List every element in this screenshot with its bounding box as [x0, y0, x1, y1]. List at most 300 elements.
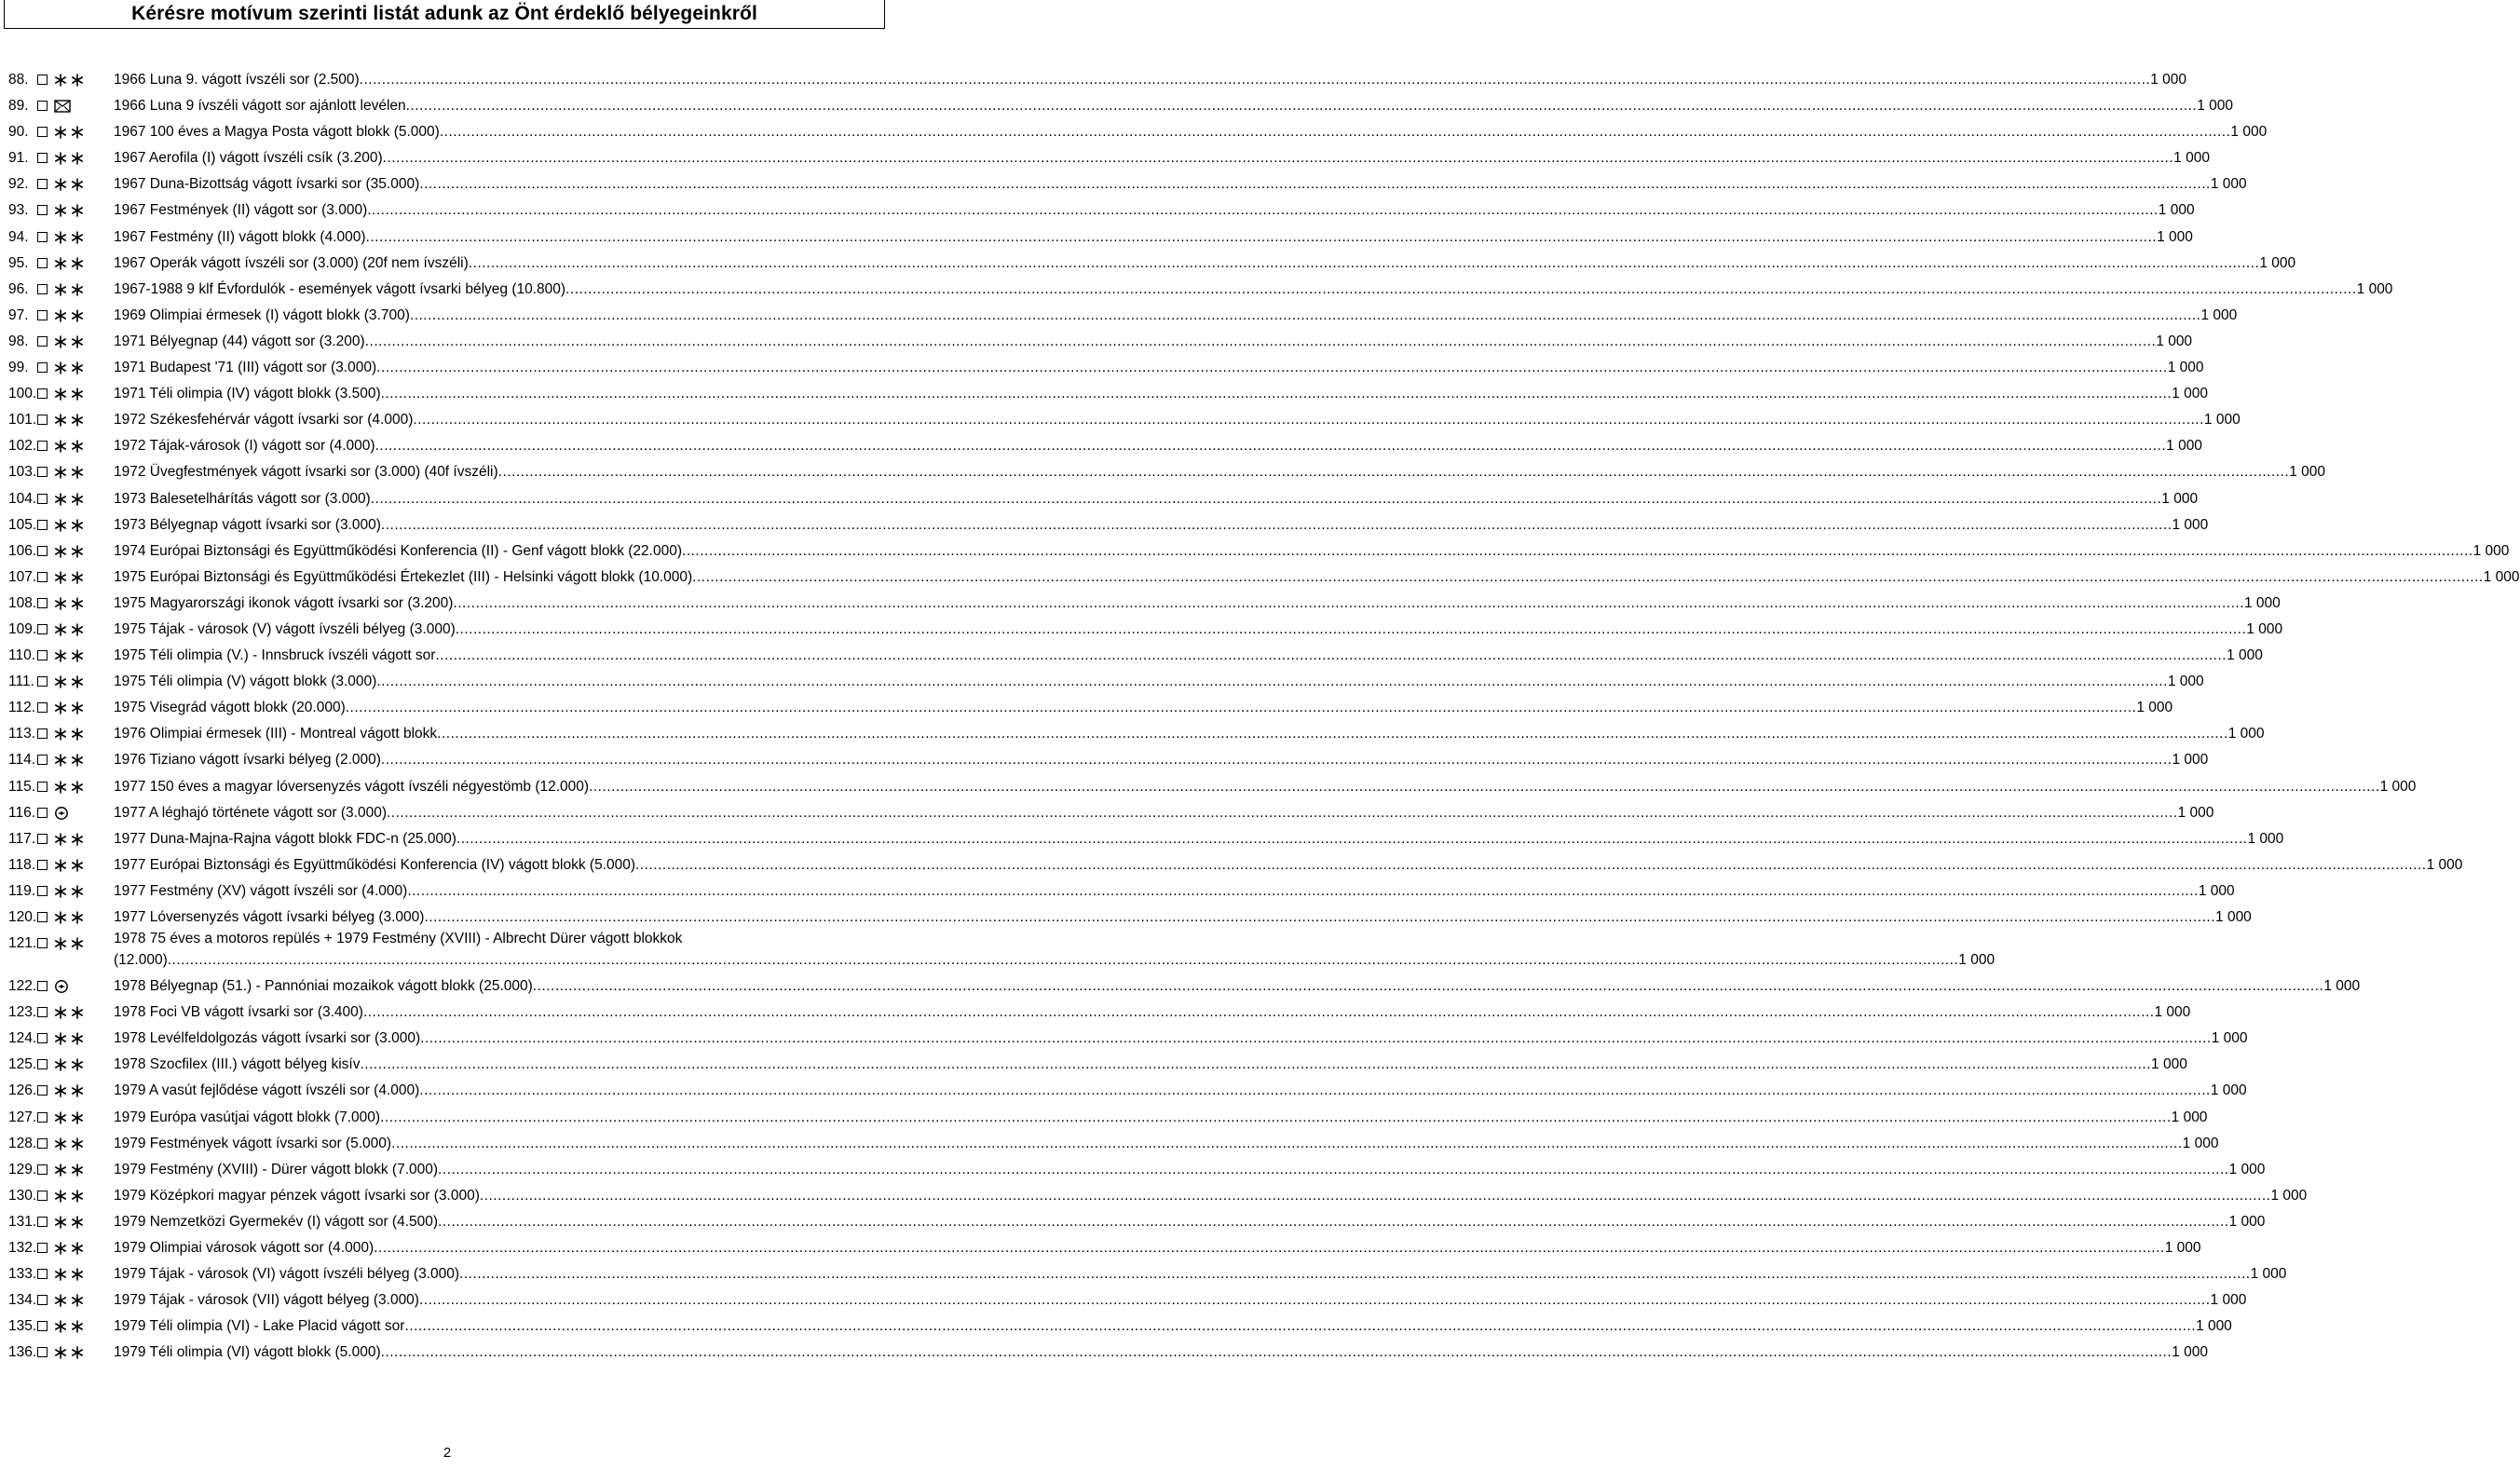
item-number: 118. [8, 856, 36, 873]
order-checkbox[interactable] [37, 834, 48, 844]
item-entry [114, 459, 2326, 485]
list-item [0, 695, 2173, 721]
dot-leader: ................................................................................................................................................................................................................................................................................................................................................................................................................ [692, 568, 2484, 585]
order-checkbox[interactable] [37, 336, 48, 347]
item-price: 1 000 [2136, 700, 2173, 716]
mint-stars-icon [52, 408, 89, 432]
order-checkbox[interactable] [37, 624, 48, 634]
item-entry [114, 171, 2247, 197]
dot-leader: ................................................................................................................................................................................................................................................................................................................................................................................................................ [374, 1240, 2165, 1257]
list-item [0, 565, 2520, 591]
item-entry [114, 225, 2193, 251]
item-number: 108. [8, 594, 37, 611]
item-price: 1 000 [2172, 752, 2209, 769]
item-title: 1978 Foci VB vágott ívsarki sor (3.400) [114, 1004, 363, 1021]
item-price: 1 000 [2200, 306, 2238, 323]
item-price: 1 000 [2426, 856, 2463, 873]
item-entry [114, 251, 2296, 277]
item-price: 1 000 [2228, 1161, 2266, 1177]
dot-leader: ................................................................................................................................................................................................................................................................................................................................................................................................................ [456, 830, 2248, 847]
mint-stars-icon [52, 1000, 89, 1025]
list-item [0, 617, 2283, 643]
mint-stars-icon [52, 539, 89, 564]
item-title: 1978 Levélfeldolgozás vágott ívsarki sor (3.000) [114, 1030, 421, 1047]
list-item [0, 277, 2393, 303]
dot-leader: ................................................................................................................................................................................................................................................................................................................................................................................................................ [453, 594, 2244, 611]
item-entry [114, 1183, 2308, 1209]
item-title: 1975 Téli olimpia (V) vágott blokk (3.000) [114, 674, 377, 690]
mint-stars-icon [52, 879, 89, 904]
item-title: 1966 Luna 9. vágott ívszéli sor (2.500) [114, 72, 360, 88]
item-entry [114, 565, 2520, 591]
item-title: 1979 Olimpiai városok vágott sor (4.000) [114, 1240, 375, 1257]
item-price: 1 000 [2198, 882, 2235, 899]
item-number: 116. [8, 804, 36, 821]
item-price: 1 000 [2228, 1213, 2266, 1230]
item-number: 95. [8, 254, 29, 271]
dot-leader: ................................................................................................................................................................................................................................................................................................................................................................................................................ [682, 542, 2473, 559]
item-entry [114, 1235, 2201, 1261]
item-price: 1 000 [2197, 98, 2234, 115]
item-price: 1 000 [2259, 254, 2296, 271]
dot-leader: ................................................................................................................................................................................................................................................................................................................................................................................................................ [589, 778, 2380, 795]
item-price: 1 000 [2250, 1266, 2287, 1283]
dot-leader: ................................................................................................................................................................................................................................................................................................................................................................................................................ [375, 438, 2167, 455]
dot-leader: ................................................................................................................................................................................................................................................................................................................................................................................................................ [359, 72, 2151, 88]
stamp-list [0, 67, 2520, 1367]
item-price: 1 000 [2483, 568, 2520, 585]
order-checkbox[interactable] [37, 1347, 48, 1357]
dot-leader: ................................................................................................................................................................................................................................................................................................................................................................................................................ [497, 464, 2290, 481]
list-item [0, 459, 2326, 485]
order-checkbox[interactable] [37, 415, 48, 425]
item-entry [114, 329, 2193, 355]
item-number: 91. [8, 150, 29, 167]
item-title: 1971 Budapest '71 (III) vágott sor (3.000) [114, 360, 377, 376]
item-price: 1 000 [2161, 490, 2199, 507]
item-title: 1978 Szocfilex (III.) vágott bélyeg kisív [114, 1056, 361, 1073]
item-entry [114, 591, 2281, 617]
list-item [0, 669, 2204, 695]
item-entry [114, 721, 2265, 747]
order-checkbox[interactable] [37, 572, 48, 582]
item-number: 88. [8, 72, 29, 88]
order-checkbox[interactable] [37, 1138, 48, 1149]
order-checkbox[interactable] [37, 1191, 48, 1201]
order-checkbox[interactable] [37, 179, 48, 189]
order-checkbox[interactable] [37, 598, 48, 608]
item-entry [114, 669, 2204, 695]
order-checkbox[interactable] [37, 981, 48, 991]
item-title: 1975 Tájak - városok (V) vágott ívszéli bélyeg (3.000) [114, 620, 456, 637]
mint-stars-icon [52, 460, 89, 484]
order-checkbox[interactable] [37, 546, 48, 556]
item-price: 1 000 [2167, 674, 2204, 690]
list-item [0, 171, 2247, 197]
order-checkbox[interactable] [37, 310, 48, 320]
mint-stars-icon [52, 592, 89, 616]
item-entry [114, 433, 2202, 459]
item-title: 1967 Duna-Bizottság vágott ívsarki sor (35.000) [114, 176, 420, 193]
order-checkbox[interactable] [37, 284, 48, 294]
list-item [0, 355, 2204, 381]
mint-stars-icon [52, 330, 89, 354]
dot-leader: ................................................................................................................................................................................................................................................................................................................................................................................................................ [345, 700, 2137, 716]
list-item [0, 1340, 2208, 1366]
item-number: 90. [8, 124, 29, 141]
list-item [0, 1313, 2232, 1340]
item-price: 1 000 [2172, 386, 2208, 402]
item-number: 99. [8, 360, 29, 376]
order-checkbox[interactable] [37, 1007, 48, 1017]
dot-leader: ................................................................................................................................................................................................................................................................................................................................................................................................................ [362, 1004, 2155, 1021]
mint-stars-icon [52, 68, 89, 92]
order-checkbox[interactable] [37, 650, 48, 660]
order-checkbox[interactable] [37, 1112, 48, 1123]
mint-stars-icon [52, 146, 89, 170]
item-entry [114, 355, 2204, 381]
mint-stars-icon [52, 748, 89, 772]
order-checkbox[interactable] [37, 127, 48, 137]
order-checkbox[interactable] [37, 388, 48, 399]
item-entry [114, 826, 2284, 852]
order-checkbox[interactable] [37, 467, 48, 477]
item-price: 1 000 [2211, 1030, 2248, 1047]
item-title: 1979 Tájak - városok (VI) vágott ívszéli bélyeg (3.000) [114, 1266, 460, 1283]
item-entry [114, 1157, 2266, 1183]
item-price: 1 000 [2196, 1318, 2232, 1335]
item-title: 1972 Székesfehérvár vágott ívsarki sor (4.000) [114, 412, 414, 429]
item-number: 93. [8, 202, 29, 219]
item-title: 1967 Festmény (II) vágott blokk (4.000) [114, 228, 366, 245]
item-entry [114, 878, 2235, 905]
item-price: 1 000 [2151, 1056, 2187, 1073]
item-number: 114. [8, 752, 36, 769]
item-number: 97. [8, 306, 29, 323]
dot-leader: ................................................................................................................................................................................................................................................................................................................................................................................................................ [468, 254, 2260, 271]
mint-stars-icon [52, 1288, 89, 1313]
mint-stars-icon [52, 827, 89, 851]
item-number: 104. [8, 490, 37, 507]
item-number: 98. [8, 333, 29, 349]
item-price: 1 000 [2154, 1004, 2191, 1021]
item-title: 1979 Nemzetközi Gyermekév (I) vágott sor (4.500) [114, 1213, 439, 1230]
item-title: 1973 Bélyegnap vágott ívsarki sor (3.000) [114, 516, 381, 533]
list-item [0, 251, 2296, 277]
item-price: 1 000 [2156, 333, 2193, 349]
list-item [0, 225, 2193, 251]
item-number: 94. [8, 228, 29, 245]
item-price: 1 000 [2210, 1082, 2247, 1099]
item-price: 1 000 [2177, 804, 2214, 821]
list-item [0, 93, 2234, 119]
dot-leader: ................................................................................................................................................................................................................................................................................................................................................................................................................ [635, 856, 2427, 873]
dot-leader: ................................................................................................................................................................................................................................................................................................................................................................................................................ [380, 1109, 2172, 1125]
item-number: 92. [8, 176, 29, 193]
item-price: 1 000 [2247, 830, 2284, 847]
item-entry [114, 119, 2268, 145]
item-entry [114, 1105, 2208, 1131]
dot-leader: ................................................................................................................................................................................................................................................................................................................................................................................................................ [376, 360, 2168, 376]
list-item [0, 800, 2214, 826]
mint-stars-icon [52, 696, 89, 720]
list-item [0, 905, 2252, 931]
mint-stars-icon [52, 1158, 89, 1182]
order-checkbox[interactable] [37, 860, 48, 870]
item-number: 131. [8, 1213, 37, 1230]
list-item [0, 878, 2235, 905]
item-title: 1977 A léghajó története vágott sor (3.000) [114, 804, 387, 821]
item-number: 129. [8, 1161, 37, 1177]
item-title: 1971 Bélyegnap (44) vágott sor (3.200) [114, 333, 365, 349]
order-checkbox[interactable] [37, 1243, 48, 1253]
item-number: 89. [8, 98, 29, 115]
item-title: 1972 Üvegfestmények vágott ívsarki sor (3.000) (40f ívszéli) [114, 464, 498, 481]
dot-leader: ................................................................................................................................................................................................................................................................................................................................................................................................................ [459, 1266, 2251, 1283]
dot-leader: ................................................................................................................................................................................................................................................................................................................................................................................................................ [405, 98, 2198, 115]
item-price: 1 000 [1958, 952, 1996, 969]
item-title: 1967 Aerofila (I) vágott ívszéli csík (3.200) [114, 150, 383, 167]
item-number: 124. [8, 1030, 37, 1047]
mint-stars-icon [52, 304, 89, 328]
mint-stars-icon [52, 1106, 89, 1130]
list-item [0, 303, 2238, 329]
order-checkbox[interactable] [37, 101, 48, 111]
item-price: 1 000 [2172, 516, 2209, 533]
item-entry [114, 852, 2463, 878]
dot-leader: ................................................................................................................................................................................................................................................................................................................................................................................................................ [455, 620, 2247, 637]
dot-leader: ................................................................................................................................................................................................................................................................................................................................................................................................................ [380, 386, 2173, 402]
order-checkbox[interactable] [37, 782, 48, 792]
item-price: 1 000 [2230, 124, 2268, 141]
mint-stars-icon [52, 722, 89, 746]
order-checkbox[interactable] [37, 205, 48, 215]
order-checkbox[interactable] [37, 755, 48, 765]
item-entry [114, 931, 1996, 973]
item-entry [114, 1078, 2247, 1104]
list-item [0, 591, 2281, 617]
item-title: 1969 Olimpiai érmesek (I) vágott blokk (3.700) [114, 306, 410, 323]
order-checkbox[interactable] [37, 153, 48, 163]
mint-stars-icon [52, 1262, 89, 1286]
order-checkbox[interactable] [37, 702, 48, 713]
page-number: 2 [443, 1445, 452, 1461]
mint-stars-icon [52, 1341, 89, 1365]
item-entry [114, 538, 2510, 565]
item-title: 1979 Tájak - városok (VII) vágott bélyeg (3.000) [114, 1292, 419, 1309]
order-checkbox[interactable] [37, 75, 48, 85]
item-price: 1 000 [2356, 280, 2393, 297]
dot-leader: ................................................................................................................................................................................................................................................................................................................................................................................................................ [565, 280, 2357, 297]
list-item [0, 643, 2263, 669]
item-title: 1977 Duna-Majna-Rajna vágott blokk FDC-n (25.000) [114, 830, 456, 847]
list-item [0, 1078, 2247, 1104]
dot-leader: ................................................................................................................................................................................................................................................................................................................................................................................................................ [364, 333, 2157, 349]
item-number: 111. [8, 674, 34, 690]
item-number: 130. [8, 1187, 37, 1204]
item-price: 1 000 [2270, 1187, 2308, 1204]
item-entry [114, 747, 2209, 773]
item-entry [114, 973, 2361, 1000]
list-item [0, 1209, 2266, 1235]
item-number: 125. [8, 1056, 37, 1073]
item-title: 1979 Téli olimpia (VI) vágott blokk (5.000) [114, 1344, 381, 1361]
item-number: 112. [8, 700, 36, 716]
list-item [0, 1157, 2266, 1183]
mint-stars-icon [52, 932, 89, 956]
order-checkbox[interactable] [37, 808, 48, 818]
dot-leader: ................................................................................................................................................................................................................................................................................................................................................................................................................ [413, 412, 2204, 429]
mint-stars-icon [52, 1210, 89, 1234]
mint-stars-icon [52, 1079, 89, 1103]
list-item [0, 1131, 2219, 1157]
list-item [0, 538, 2510, 565]
item-price: 1 000 [2158, 202, 2195, 219]
list-item [0, 1235, 2201, 1261]
item-title: 1979 A vasút fejlődése vágott ívszéli sor (4.000) [114, 1082, 420, 1099]
dot-leader: ................................................................................................................................................................................................................................................................................................................................................................................................................ [387, 804, 2178, 821]
item-title: 1978 75 éves a motoros repülés + 1979 Festmény (XVIII) - Albrecht Dürer vágott blokkok [114, 931, 683, 947]
mint-stars-icon [52, 1027, 89, 1051]
item-number: 133. [8, 1266, 37, 1283]
item-price: 1 000 [2215, 909, 2252, 925]
item-entry [114, 1340, 2208, 1366]
order-checkbox[interactable] [37, 728, 48, 739]
mint-stars-icon [52, 1314, 89, 1339]
item-title: 1975 Európai Biztonsági és Együttműködési Értekezlet (III) - Helsinki vágott blokk (10.000) [114, 568, 693, 585]
item-entry [114, 303, 2238, 329]
list-item [0, 852, 2463, 878]
list-item [0, 119, 2268, 145]
mint-stars-icon [52, 618, 89, 642]
list-item [0, 1000, 2191, 1026]
item-entry [114, 800, 2214, 826]
item-entry [114, 93, 2234, 119]
list-item [0, 1183, 2308, 1209]
order-checkbox[interactable] [37, 1164, 48, 1175]
order-checkbox[interactable] [37, 886, 48, 896]
list-item [0, 721, 2265, 747]
item-price: 1 000 [2210, 176, 2247, 193]
mint-stars-icon [52, 487, 89, 511]
list-item [0, 774, 2417, 800]
item-title: 1972 Tájak-városok (I) vágott sor (4.000) [114, 438, 375, 455]
list-item [0, 381, 2208, 407]
dot-leader: ................................................................................................................................................................................................................................................................................................................................................................................................................ [439, 124, 2231, 141]
mint-stars-icon [52, 198, 89, 223]
order-checkbox[interactable] [37, 912, 48, 922]
order-checkbox[interactable] [37, 1321, 48, 1331]
list-item [0, 1105, 2208, 1131]
mint-stars-icon [52, 1184, 89, 1208]
order-checkbox[interactable] [37, 1085, 48, 1096]
dot-leader: ................................................................................................................................................................................................................................................................................................................................................................................................................ [367, 202, 2159, 219]
order-checkbox[interactable] [37, 520, 48, 530]
dot-leader: ................................................................................................................................................................................................................................................................................................................................................................................................................ [438, 1213, 2229, 1230]
dot-leader: ................................................................................................................................................................................................................................................................................................................................................................................................................ [418, 1292, 2211, 1309]
order-checkbox[interactable] [37, 938, 48, 948]
item-number: 103. [8, 464, 37, 481]
order-checkbox[interactable] [37, 676, 48, 687]
item-entry [114, 643, 2263, 669]
item-price: 1 000 [2210, 1292, 2247, 1309]
list-item [0, 197, 2195, 224]
list-item [0, 931, 1996, 973]
postmark-icon [52, 801, 89, 825]
item-number: 134. [8, 1292, 37, 1309]
item-title: 1975 Magyarországi ikonok vágott ívsarki sor (3.200) [114, 594, 454, 611]
item-price: 1 000 [2244, 594, 2281, 611]
item-entry [114, 1131, 2219, 1157]
item-price: 1 000 [2173, 150, 2210, 167]
mint-stars-icon [52, 644, 89, 668]
dot-leader: ................................................................................................................................................................................................................................................................................................................................................................................................................ [437, 726, 2228, 742]
item-entry [114, 1000, 2191, 1026]
item-title: 1979 Festmény (XVIII) - Dürer vágott blokk (7.000) [114, 1161, 439, 1177]
item-entry [114, 512, 2209, 538]
header-box [4, 0, 885, 29]
item-title: 1976 Olimpiai érmesek (III) - Montreal vágott blokk [114, 726, 438, 742]
dot-leader: ................................................................................................................................................................................................................................................................................................................................................................................................................ [419, 176, 2211, 193]
dot-leader: ................................................................................................................................................................................................................................................................................................................................................................................................................ [382, 150, 2174, 167]
item-title: 1978 Bélyegnap (51.) - Pannóniai mozaikok vágott blokk (25.000) [114, 978, 533, 995]
list-item [0, 329, 2193, 355]
item-number: 109. [8, 620, 37, 637]
order-checkbox[interactable] [37, 362, 48, 373]
dot-leader: ................................................................................................................................................................................................................................................................................................................................................................................................................ [424, 909, 2216, 925]
order-checkbox[interactable] [37, 1269, 48, 1279]
item-number: 119. [8, 882, 36, 899]
item-entry [114, 145, 2210, 171]
item-price: 1 000 [2203, 412, 2241, 429]
item-title: 1979 Középkori magyar pénzek vágott ívsarki sor (3.000) [114, 1187, 480, 1204]
order-checkbox[interactable] [37, 1295, 48, 1305]
item-price: 1 000 [2171, 1109, 2208, 1125]
dot-leader: ................................................................................................................................................................................................................................................................................................................................................................................................................ [438, 1161, 2229, 1177]
item-number: 100. [8, 386, 37, 402]
list-item [0, 67, 2187, 93]
item-entry [114, 1287, 2247, 1313]
item-price: 1 000 [2166, 438, 2202, 455]
order-checkbox[interactable] [37, 1059, 48, 1069]
item-entry [114, 67, 2187, 93]
item-price: 1 000 [2289, 464, 2326, 481]
dot-leader: ................................................................................................................................................................................................................................................................................................................................................................................................................ [391, 1135, 2183, 1151]
item-number: 128. [8, 1135, 37, 1151]
item-title: 1974 Európai Biztonsági és Együttműködési Konferencia (II) - Genf vágott blokk (22.000) [114, 542, 683, 559]
item-price: 1 000 [2227, 726, 2265, 742]
item-title: 1977 Lóversenyzés vágott ívsarki bélyeg (3.000) [114, 909, 425, 925]
item-entry [114, 1261, 2287, 1287]
envelope-icon [52, 94, 89, 118]
dot-leader: ................................................................................................................................................................................................................................................................................................................................................................................................................ [380, 1344, 2173, 1361]
mint-stars-icon [52, 565, 89, 590]
order-checkbox[interactable] [37, 258, 48, 268]
order-checkbox[interactable] [37, 441, 48, 451]
item-entry [114, 486, 2199, 512]
order-checkbox[interactable] [37, 1033, 48, 1043]
mint-stars-icon [52, 252, 89, 276]
list-item [0, 1026, 2248, 1052]
item-number: 121. [8, 935, 37, 952]
item-price: 1 000 [2164, 1240, 2201, 1257]
dot-leader: ................................................................................................................................................................................................................................................................................................................................................................................................................ [404, 1318, 2197, 1335]
order-checkbox[interactable] [37, 1217, 48, 1227]
item-entry [114, 407, 2241, 433]
dot-leader: ................................................................................................................................................................................................................................................................................................................................................................................................................ [380, 516, 2173, 533]
order-checkbox[interactable] [37, 494, 48, 504]
order-checkbox[interactable] [37, 232, 48, 242]
